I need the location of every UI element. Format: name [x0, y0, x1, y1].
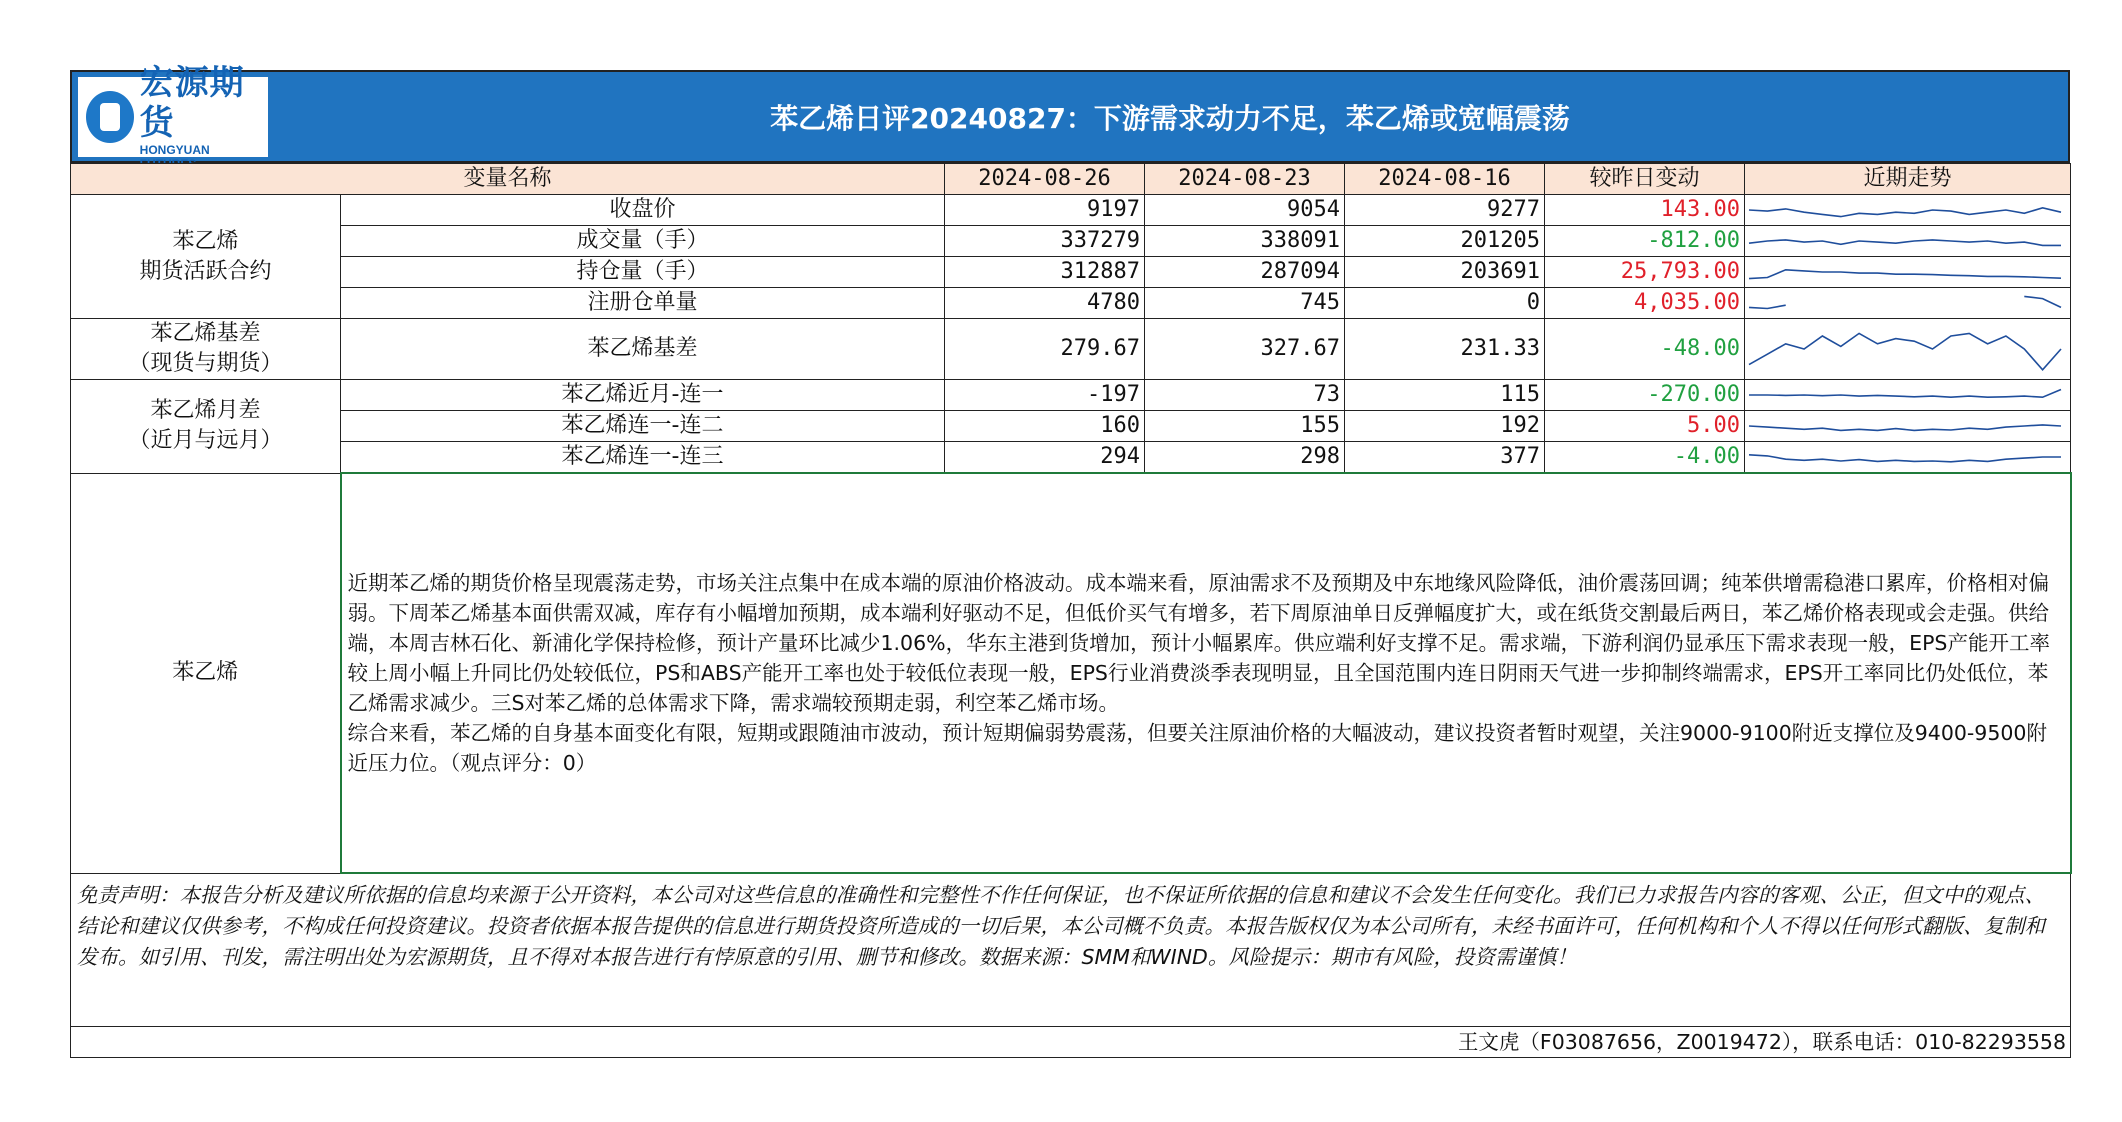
data-table	[70, 163, 2072, 1058]
sparkline-chart	[1745, 443, 2065, 471]
row-d3: 377	[1345, 442, 1545, 474]
disclaimer-text: 免责声明：本报告分析及建议所依据的信息均来源于公开资料，本公司对这些信息的准确性和完整性不作任何保证，也不保证所依据的信息和建议不会发生任何变化。我们已力求报告内容的客观、公正，但文中的观点、结论和建议仅供参考，不构成任何投资建议。投资者依据本报告提供的信息进行期货投资所造成的一切后果，本公司概不负责。本报告版权仅为本公司所有，未经书面许可，任何机构和个人不得以任何形式翻版、复制和发布。如引用、刊发，需注明出处为宏源期货，且不得对本报告进行有悖原意的引用、删节和修改。数据来源：SMM和WIND。风险提示：期市有风险，投资需谨慎！	[71, 873, 2071, 1027]
logo-en-text: HONGYUAN	[139, 143, 210, 157]
row-d1: 312887	[945, 257, 1145, 288]
row-d2: 155	[1145, 411, 1345, 442]
row-d1: 279.67	[945, 319, 1145, 380]
table-row	[71, 380, 2071, 411]
col-header-trend: 近期走势	[1745, 164, 2071, 195]
row-d3: 192	[1345, 411, 1545, 442]
row-d1: 4780	[945, 288, 1145, 319]
logo-cn-text: 宏源期货	[139, 63, 245, 143]
sparkline-line	[1749, 240, 2061, 246]
author-contact: 王文虎（F03087656，Z0019472），联系电话：010-82293558	[71, 1027, 2071, 1058]
row-d1: 160	[945, 411, 1145, 442]
row-change: -812.00	[1545, 226, 1745, 257]
group-basis: 苯乙烯基差 （现货与期货）	[71, 319, 341, 380]
row-name: 苯乙烯基差	[341, 319, 945, 380]
column-header-row	[71, 164, 2071, 195]
table-row	[71, 257, 2071, 288]
author-row	[71, 1027, 2071, 1058]
row-sparkline	[1745, 380, 2071, 411]
sparkline-chart	[1745, 320, 2065, 378]
row-name: 收盘价	[341, 195, 945, 226]
report-title: 苯乙烯日评20240827：下游需求动力不足，苯乙烯或宽幅震荡	[770, 101, 1570, 135]
sparkline-line	[1749, 208, 2061, 217]
table-row	[71, 288, 2071, 319]
row-d3: 0	[1345, 288, 1545, 319]
row-change: -270.00	[1545, 380, 1745, 411]
row-d3: 9277	[1345, 195, 1545, 226]
disclaimer-row	[71, 873, 2071, 1027]
row-change: 143.00	[1545, 195, 1745, 226]
table-row	[71, 411, 2071, 442]
row-change: 4,035.00	[1545, 288, 1745, 319]
row-change: 25,793.00	[1545, 257, 1745, 288]
sparkline-chart	[1745, 258, 2065, 286]
table-row	[71, 442, 2071, 474]
company-logo	[78, 63, 268, 157]
group-spread: 苯乙烯月差 （近月与远月）	[71, 380, 341, 474]
sparkline-chart	[1745, 196, 2065, 224]
sparkline-line	[1749, 333, 2061, 369]
row-d1: -197	[945, 380, 1145, 411]
comment-row	[71, 473, 2071, 873]
row-d2: 287094	[1145, 257, 1345, 288]
row-d2: 298	[1145, 442, 1345, 474]
col-header-d1: 2024-08-26	[945, 164, 1145, 195]
col-header-d2: 2024-08-23	[1145, 164, 1345, 195]
sparkline-line	[1749, 270, 2061, 279]
row-d1: 9197	[945, 195, 1145, 226]
group-futures: 苯乙烯 期货活跃合约	[71, 195, 341, 319]
row-name: 持仓量（手）	[341, 257, 945, 288]
comment-text	[341, 473, 2071, 873]
row-d2: 9054	[1145, 195, 1345, 226]
row-name: 注册仓单量	[341, 288, 945, 319]
row-sparkline	[1745, 442, 2071, 474]
comment-paragraph-1: 近期苯乙烯的期货价格呈现震荡走势，市场关注点集中在成本端的原油价格波动。成本端来看，原油需求不及预期及中东地缘风险降低，油价震荡回调；纯苯供增需稳港口累库，价格相对偏弱。下周苯乙烯基本面供需双减，库存有小幅增加预期，成本端利好驱动不足，但低价买气有增多，若下周原油单日反弹幅度扩大，或在纸货交割最后两日，苯乙烯价格表现或会走强。供给端，本周吉林石化、新浦化学保持检修，预计产量环比减少1.06%，华东主港到货增加，预计小幅累库。供应端利好支撑不足。需求端，下游利润仍显承压下需求表现一般，EPS产能开工率较上周小幅上升同比仍处较低位，PS和ABS产能开工率也处于较低位表现一般，EPS行业消费淡季表现明显，且全国范围内连日阴雨天气进一步抑制终端需求，EPS开工率同比仍处低位，苯乙烯需求减少。三S对苯乙烯的总体需求下降，需求端较预期走弱，利空苯乙烯市场。	[347, 571, 2050, 715]
row-sparkline	[1745, 226, 2071, 257]
sparkline-line	[1749, 455, 2061, 462]
comment-paragraph-2: 综合来看，苯乙烯的自身基本面变化有限，短期或跟随油市波动，预计短期偏弱势震荡，但要关注原油价格的大幅波动，建议投资者暂时观望，关注9000-9100附近支撑位及9400-9500附近压力位。（观点评分：0）	[347, 721, 2047, 775]
row-sparkline	[1745, 319, 2071, 380]
report-header	[70, 63, 2070, 163]
sparkline-chart	[1745, 289, 2065, 317]
sparkline-line	[1749, 305, 1786, 308]
row-d3: 201205	[1345, 226, 1545, 257]
row-name: 苯乙烯近月-连一	[341, 380, 945, 411]
sparkline-chart	[1745, 412, 2065, 440]
row-sparkline	[1745, 411, 2071, 442]
row-d2: 745	[1145, 288, 1345, 319]
row-d3: 231.33	[1345, 319, 1545, 380]
col-header-variable: 变量名称	[71, 164, 945, 195]
table-row	[71, 226, 2071, 257]
row-sparkline	[1745, 288, 2071, 319]
col-header-d3: 2024-08-16	[1345, 164, 1545, 195]
row-sparkline	[1745, 195, 2071, 226]
sparkline-line	[1749, 425, 2061, 431]
sparkline-chart	[1745, 381, 2065, 409]
logo-icon	[86, 91, 134, 143]
row-d3: 115	[1345, 380, 1545, 411]
row-d2: 73	[1145, 380, 1345, 411]
sparkline-chart	[1745, 227, 2065, 255]
row-change: -48.00	[1545, 319, 1745, 380]
row-d2: 338091	[1145, 226, 1345, 257]
row-d1: 337279	[945, 226, 1145, 257]
row-d3: 203691	[1345, 257, 1545, 288]
row-name: 苯乙烯连一-连二	[341, 411, 945, 442]
sparkline-line	[1749, 390, 2061, 398]
row-change: 5.00	[1545, 411, 1745, 442]
group-comment: 苯乙烯	[71, 473, 341, 873]
row-d2: 327.67	[1145, 319, 1345, 380]
row-change: -4.00	[1545, 442, 1745, 474]
sparkline-line	[2024, 296, 2061, 307]
row-name: 苯乙烯连一-连三	[341, 442, 945, 474]
row-d1: 294	[945, 442, 1145, 474]
row-name: 成交量（手）	[341, 226, 945, 257]
row-sparkline	[1745, 257, 2071, 288]
table-row	[71, 319, 2071, 380]
col-header-change: 较昨日变动	[1545, 164, 1745, 195]
table-row	[71, 195, 2071, 226]
